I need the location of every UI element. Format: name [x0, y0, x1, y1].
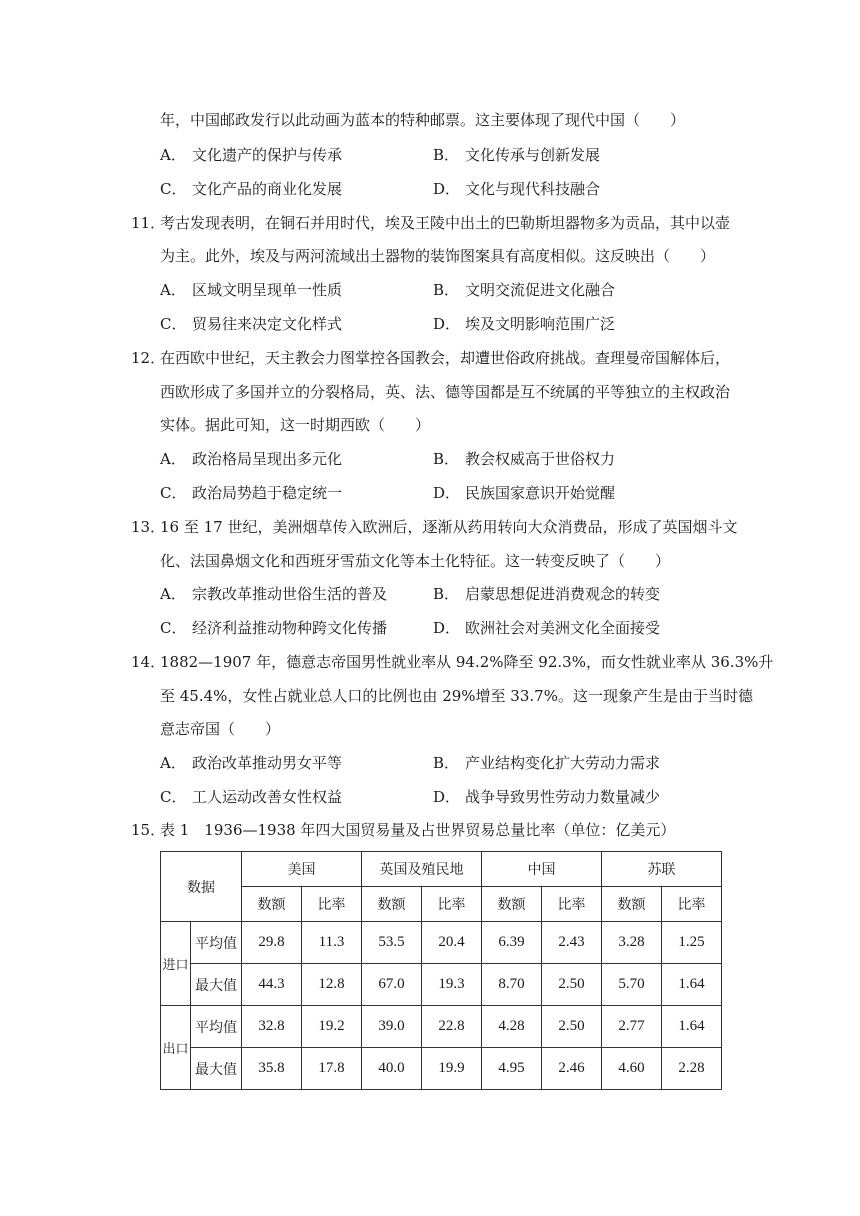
table-cell: 32.8 [242, 1006, 302, 1048]
table-cell: 19.9 [422, 1048, 482, 1090]
sub-header: 数额 [602, 887, 662, 922]
trade-table [160, 851, 722, 1090]
table-cell: 29.8 [242, 922, 302, 964]
table-cell: 2.28 [662, 1048, 722, 1090]
q12-stem-line2: 西欧形成了多国并立的分裂格局，英、法、德等国都是互不统属的平等独立的主权政治 [160, 383, 731, 401]
group-label-import: 进口 [161, 922, 191, 1006]
q13-number: 13． [131, 518, 166, 536]
table-cell: 20.4 [422, 922, 482, 964]
q14-stem-line2: 至 45.4%，女性占就业总人口的比例也由 29%增至 33.7%。这一现象产生是由于当时德 [160, 687, 753, 705]
q12-option-d: D． 民族国家意识开始觉醒 [433, 484, 616, 502]
country-header: 美国 [242, 852, 362, 887]
q10-continuation: 年，中国邮政发行以此动画为蓝本的特种邮票。这主要体现了现代中国（ ） [160, 111, 686, 129]
q12-stem-line1: 在西欧中世纪，天主教会力图掌控各国教会，却遭世俗政府挑战。查理曼帝国解体后， [160, 349, 731, 367]
q10-option-d: D． 文化与现代科技融合 [433, 180, 601, 198]
table-cell: 1.25 [662, 922, 722, 964]
q11-option-d: D． 埃及文明影响范围广泛 [433, 315, 616, 333]
table-corner: 数据 [161, 852, 242, 922]
q10-option-b: B． 文化传承与创新发展 [433, 146, 601, 164]
table-cell: 22.8 [422, 1006, 482, 1048]
row-label: 最大值 [191, 964, 242, 1006]
country-header: 苏联 [602, 852, 722, 887]
q14-option-d: D． 战争导致男性劳动力数量减少 [433, 788, 661, 806]
q12-number: 12． [131, 349, 166, 367]
table-cell: 12.8 [302, 964, 362, 1006]
table-cell: 4.28 [482, 1006, 542, 1048]
table-cell: 35.8 [242, 1048, 302, 1090]
group-label-export: 出口 [161, 1006, 191, 1090]
table-cell: 2.77 [602, 1006, 662, 1048]
sub-header: 比率 [662, 887, 722, 922]
table-cell: 39.0 [362, 1006, 422, 1048]
q11-option-a: A． 区域文明呈现单一性质 [160, 281, 343, 299]
table-cell: 1.64 [662, 964, 722, 1006]
q13-option-d: D． 欧洲社会对美洲文化全面接受 [433, 619, 661, 637]
sub-header: 数额 [242, 887, 302, 922]
table-cell: 19.3 [422, 964, 482, 1006]
q13-option-b: B． 启蒙思想促进消费观念的转变 [433, 585, 661, 603]
table-cell: 11.3 [302, 922, 362, 964]
table-cell: 2.43 [542, 922, 602, 964]
table-cell: 5.70 [602, 964, 662, 1006]
q13-stem-line2: 化、法国鼻烟文化和西班牙雪茄文化等本土化特征。这一转变反映了（ ） [160, 552, 671, 570]
q13-stem-line1: 16 至 17 世纪，美洲烟草传入欧洲后，逐渐从药用转向大众消费品，形成了英国烟斗文 [160, 518, 738, 536]
q13-option-c: C． 经济利益推动物种跨文化传播 [160, 619, 388, 637]
table-cell: 6.39 [482, 922, 542, 964]
table-caption: 表 1 1936—1938 年四大国贸易量及占世界贸易总量比率（单位：亿美元） [160, 821, 676, 839]
q14-option-b: B． 产业结构变化扩大劳动力需求 [433, 754, 661, 772]
sub-header: 数额 [482, 887, 542, 922]
row-label: 最大值 [191, 1048, 242, 1090]
q14-stem-line3: 意志帝国（ ） [160, 720, 281, 738]
table-cell: 4.60 [602, 1048, 662, 1090]
q11-stem-line1: 考古发现表明，在铜石并用时代，埃及王陵中出土的巴勒斯坦器物多为贡品，其中以壶 [160, 214, 731, 232]
q11-option-b: B． 文明交流促进文化融合 [433, 281, 616, 299]
q11-number: 11． [131, 214, 166, 232]
q12-option-c: C． 政治局势趋于稳定统一 [160, 484, 343, 502]
sub-header: 比率 [542, 887, 602, 922]
table-cell: 44.3 [242, 964, 302, 1006]
table-cell: 4.95 [482, 1048, 542, 1090]
table-cell: 2.46 [542, 1048, 602, 1090]
table-cell: 19.2 [302, 1006, 362, 1048]
row-label: 平均值 [191, 922, 242, 964]
sub-header: 比率 [422, 887, 482, 922]
q13-option-a: A． 宗教改革推动世俗生活的普及 [160, 585, 388, 603]
q15-number: 15． [131, 821, 166, 839]
q11-option-c: C． 贸易往来决定文化样式 [160, 315, 343, 333]
country-header: 英国及殖民地 [362, 852, 482, 887]
country-header: 中国 [482, 852, 602, 887]
table-cell: 17.8 [302, 1048, 362, 1090]
q10-option-c: C． 文化产品的商业化发展 [160, 180, 343, 198]
table-cell: 8.70 [482, 964, 542, 1006]
q14-option-c: C． 工人运动改善女性权益 [160, 788, 343, 806]
sub-header: 比率 [302, 887, 362, 922]
sub-header: 数额 [362, 887, 422, 922]
row-label: 平均值 [191, 1006, 242, 1048]
q11-stem-line2: 为主。此外，埃及与两河流域出土器物的装饰图案具有高度相似。这反映出（ ） [160, 247, 716, 265]
table-cell: 1.64 [662, 1006, 722, 1048]
q12-stem-line3: 实体。据此可知，这一时期西欧（ ） [160, 416, 431, 434]
table-cell: 2.50 [542, 964, 602, 1006]
table-cell: 67.0 [362, 964, 422, 1006]
q12-option-b: B． 教会权威高于世俗权力 [433, 450, 616, 468]
q14-stem-line1: 1882—1907 年，德意志帝国男性就业率从 94.2%降至 92.3%，而女性就业率从 36.3%升 [160, 653, 774, 671]
table-cell: 53.5 [362, 922, 422, 964]
q12-option-a: A． 政治格局呈现出多元化 [160, 450, 343, 468]
q14-number: 14． [131, 653, 166, 671]
table-cell: 3.28 [602, 922, 662, 964]
q14-option-a: A． 政治改革推动男女平等 [160, 754, 343, 772]
table-cell: 40.0 [362, 1048, 422, 1090]
table-cell: 2.50 [542, 1006, 602, 1048]
q10-option-a: A． 文化遗产的保护与传承 [160, 146, 343, 164]
